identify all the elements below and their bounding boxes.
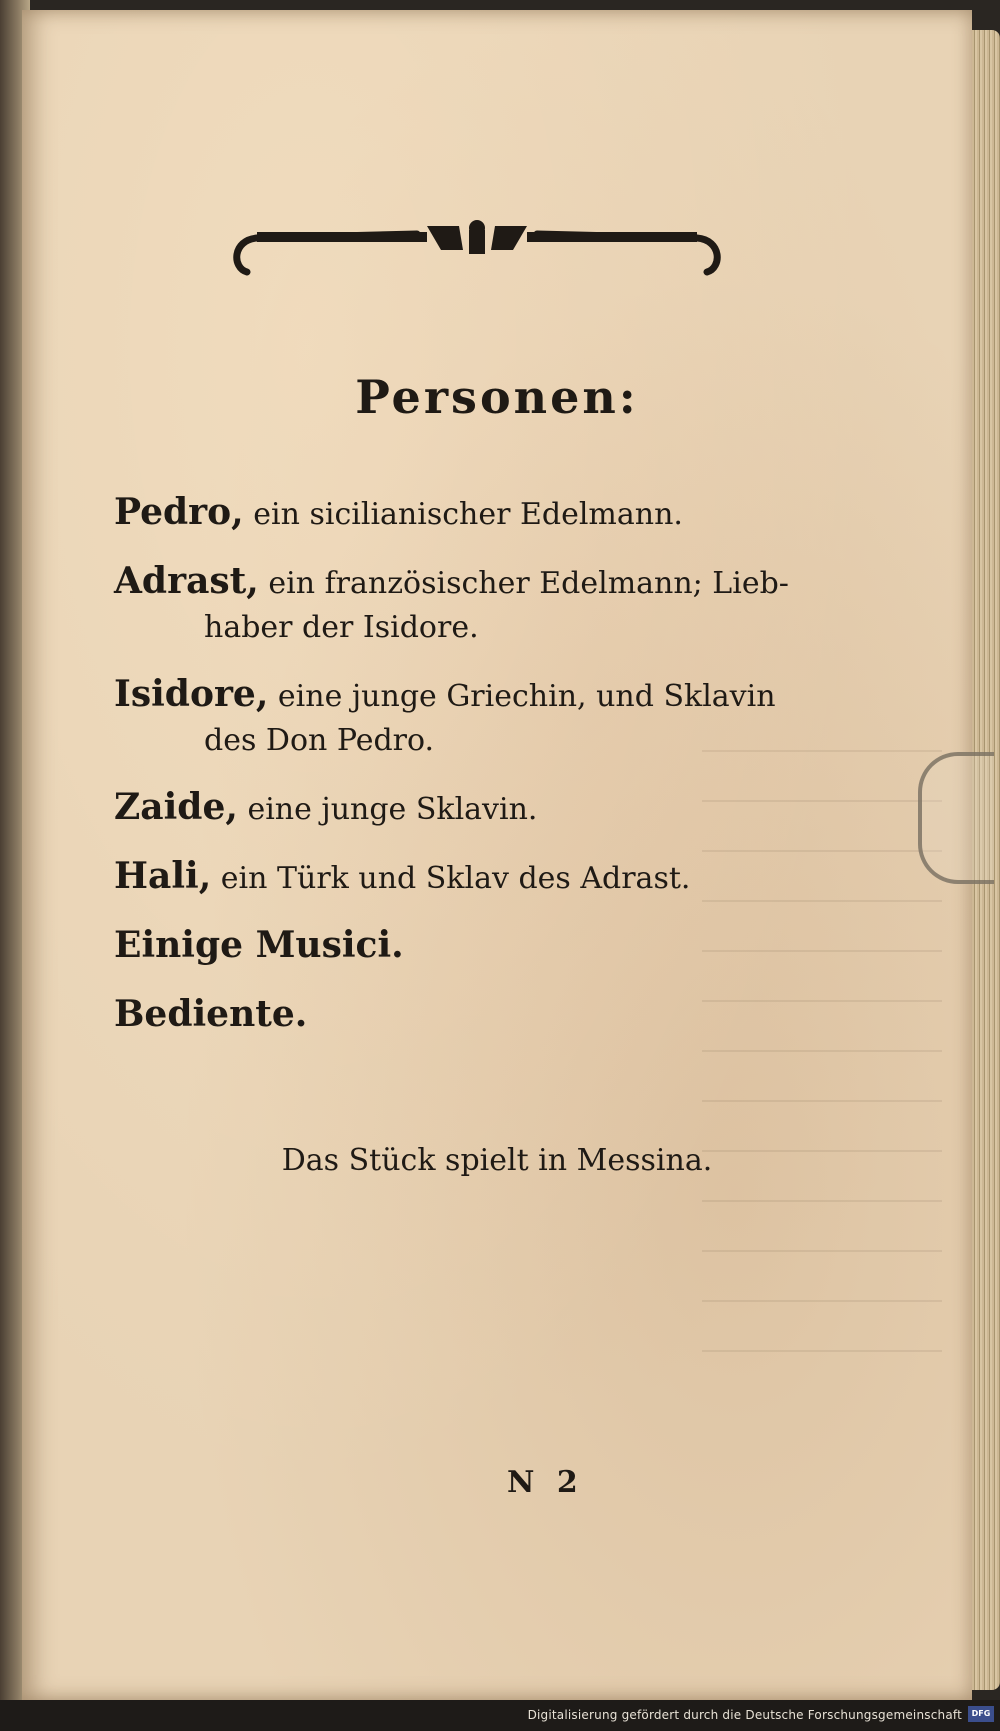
cast-description: eine junge Griechin, und Sklavin: [277, 679, 776, 714]
cast-entry-musici: [114, 923, 834, 970]
cast-name: Zaide,: [114, 786, 238, 828]
cast-entry-adrast: [114, 559, 834, 650]
cast-name: Einige Musici.: [114, 924, 404, 966]
cast-name: Adrast,: [114, 560, 259, 602]
cast-description: eine junge Sklavin.: [247, 792, 538, 827]
cast-entry-pedro: [114, 490, 834, 537]
page-clip: [918, 752, 994, 884]
cast-description-continued: haber der Isidore.: [204, 610, 479, 645]
cast-entry-zaide: [114, 785, 834, 832]
cast-description: ein Türk und Sklav des Adrast.: [220, 861, 691, 896]
cast-list: [114, 490, 834, 1061]
page-title: Personen:: [355, 370, 639, 424]
header-ornament: [227, 210, 727, 290]
cast-entry-hali: [114, 854, 834, 901]
setting-line: Das Stück spielt in Messina.: [281, 1143, 713, 1178]
cast-name: Bediente.: [114, 993, 308, 1035]
book-page: [22, 10, 972, 1700]
cast-name: Isidore,: [114, 673, 269, 715]
cast-description: ein französischer Edelmann; Lieb-: [268, 566, 789, 601]
cast-description: ein sicilianischer Edelmann.: [253, 497, 683, 532]
cast-entry-isidore: [114, 672, 834, 763]
cast-name: Hali,: [114, 855, 212, 897]
cast-entry-bediente: [114, 992, 834, 1039]
cast-description-continued: des Don Pedro.: [204, 723, 435, 758]
cast-name: Pedro,: [114, 491, 244, 533]
signature-mark: N 2: [507, 1465, 584, 1500]
footer-credit: Digitalisierung gefördert durch die Deutsche Forschungsgemeinschaft: [527, 1708, 962, 1722]
dfg-logo: DFG: [968, 1706, 994, 1722]
